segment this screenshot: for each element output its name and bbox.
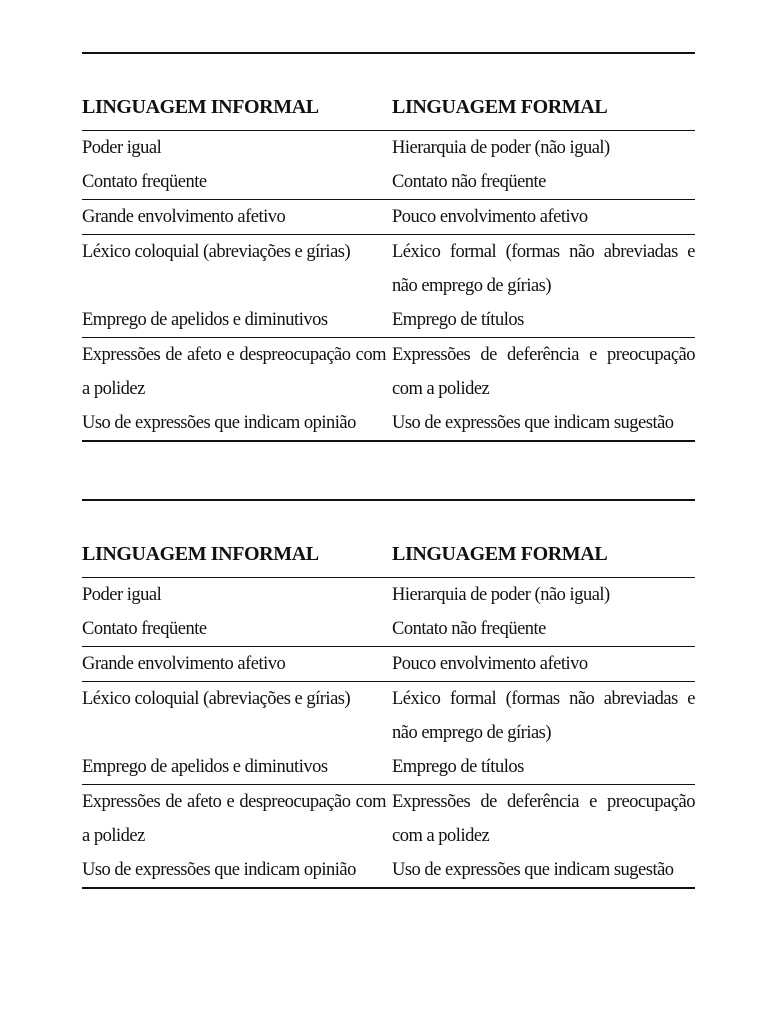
table-row [82, 165, 695, 199]
row-group-affect [82, 199, 695, 234]
cell-formal: Uso de expressões que indicam sugestão [392, 413, 674, 433]
cell-informal: Léxico coloquial (abreviações e gírias) [82, 242, 351, 262]
table-row [82, 303, 695, 337]
header-informal: LINGUAGEM INFORMAL [82, 96, 319, 118]
row-group-affect [82, 646, 695, 681]
table-bottom-rule [82, 440, 695, 442]
header-informal: LINGUAGEM INFORMAL [82, 543, 319, 565]
row-group-lexicon [82, 234, 695, 337]
row-group-expressions [82, 337, 695, 440]
table-row [82, 406, 695, 440]
cell-informal: Expressões de afeto e despreocupação com a polidez [82, 345, 386, 399]
cell-informal: Grande envolvimento afetivo [82, 654, 286, 674]
table-header-row [82, 54, 695, 124]
table-row [82, 200, 695, 234]
header-formal: LINGUAGEM FORMAL [392, 96, 608, 118]
row-group-lexicon [82, 681, 695, 784]
cell-formal: Contato não freqüente [392, 172, 546, 192]
cell-formal: Emprego de títulos [392, 310, 524, 330]
cell-informal: Uso de expressões que indicam opinião [82, 860, 356, 880]
row-group-power [82, 577, 695, 646]
cell-formal: Pouco envolvimento afetivo [392, 654, 588, 674]
table-row [82, 235, 695, 303]
table-row [82, 338, 695, 406]
cell-informal: Uso de expressões que indicam opinião [82, 413, 356, 433]
cell-formal: Hierarquia de poder (não igual) [392, 138, 610, 158]
cell-informal: Poder igual [82, 585, 162, 605]
comparison-table-2 [82, 499, 695, 889]
table-header-row [82, 501, 695, 571]
table-row [82, 682, 695, 750]
cell-informal: Expressões de afeto e despreocupação com a polidez [82, 792, 386, 846]
table-row [82, 612, 695, 646]
cell-informal: Contato freqüente [82, 172, 207, 192]
comparison-table-1 [82, 52, 695, 442]
table-bottom-rule [82, 887, 695, 889]
cell-formal: Contato não freqüente [392, 619, 546, 639]
cell-formal: Emprego de títulos [392, 757, 524, 777]
cell-formal: Léxico formal (formas não abreviadas e não emprego de gírias) [392, 242, 695, 296]
table-row [82, 578, 695, 612]
cell-formal: Hierarquia de poder (não igual) [392, 585, 610, 605]
table-row [82, 853, 695, 887]
cell-formal: Pouco envolvimento afetivo [392, 207, 588, 227]
table-row [82, 647, 695, 681]
cell-formal: Uso de expressões que indicam sugestão [392, 860, 674, 880]
table-row [82, 750, 695, 784]
cell-informal: Contato freqüente [82, 619, 207, 639]
cell-informal: Emprego de apelidos e diminutivos [82, 757, 328, 777]
cell-informal: Grande envolvimento afetivo [82, 207, 286, 227]
cell-informal: Léxico coloquial (abreviações e gírias) [82, 689, 351, 709]
row-group-power [82, 130, 695, 199]
row-group-expressions [82, 784, 695, 887]
cell-informal: Emprego de apelidos e diminutivos [82, 310, 328, 330]
table-row [82, 131, 695, 165]
cell-formal: Expressões de deferência e preocupação com a polidez [392, 792, 695, 846]
table-row [82, 785, 695, 853]
cell-formal: Expressões de deferência e preocupação com a polidez [392, 345, 695, 399]
cell-formal: Léxico formal (formas não abreviadas e não emprego de gírias) [392, 689, 695, 743]
header-formal: LINGUAGEM FORMAL [392, 543, 608, 565]
cell-informal: Poder igual [82, 138, 162, 158]
